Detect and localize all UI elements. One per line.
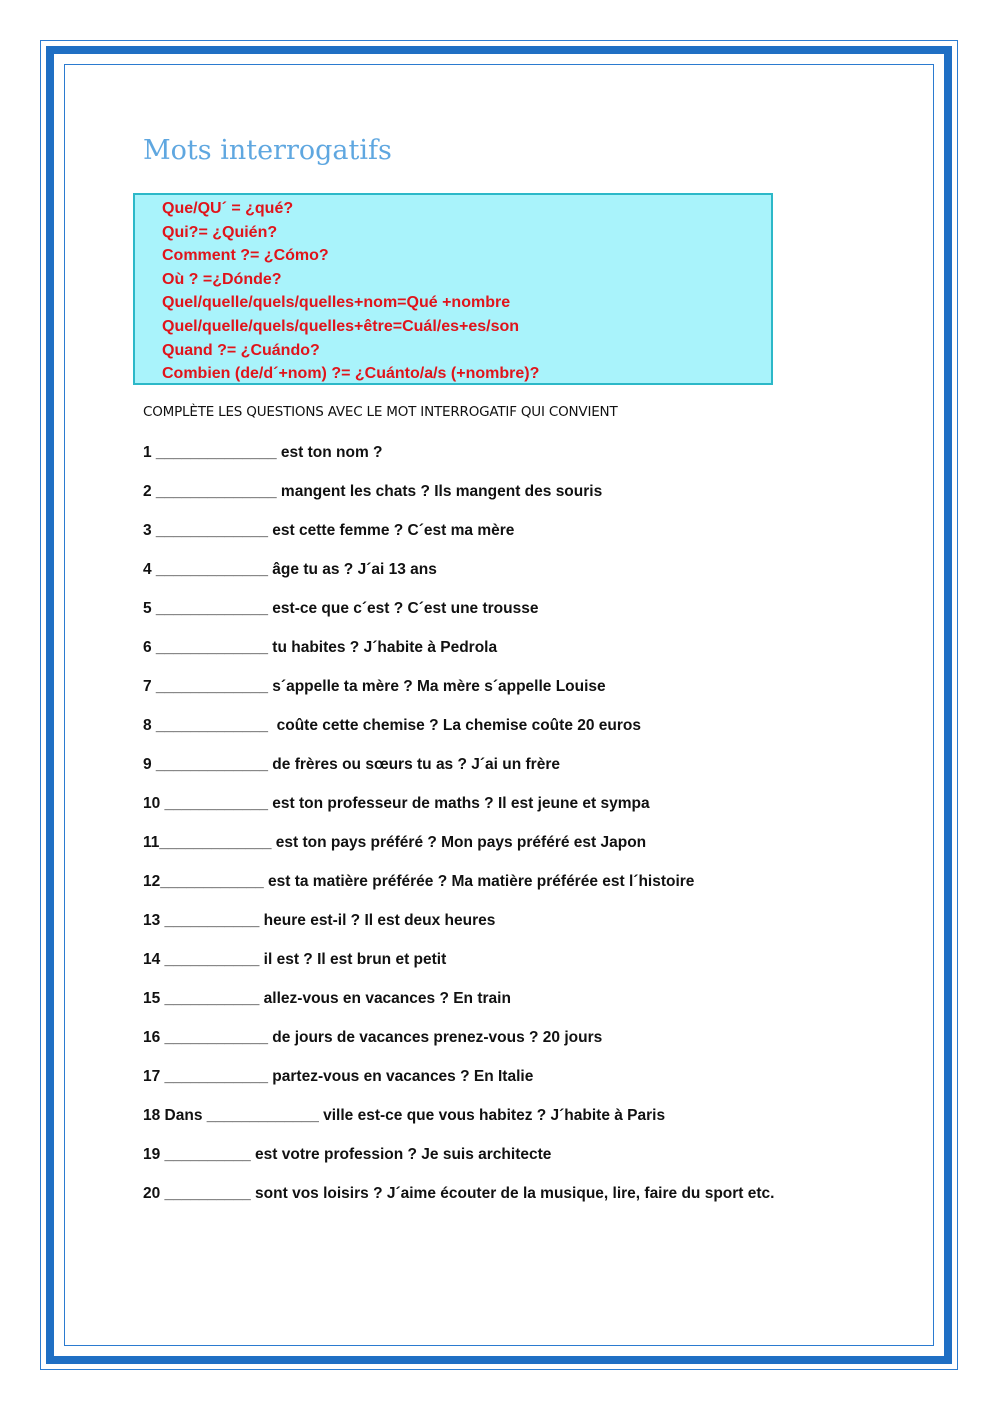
exercise-instruction: COMPLÈTE LES QUESTIONS AVEC LE MOT INTERROGATIF QUI CONVIENT — [143, 404, 618, 420]
question-item: 9 _____________ de frères ou sœurs tu as ? J´ai un frère — [143, 756, 560, 773]
vocabulary-line: Où ? =¿Dónde? — [162, 270, 282, 288]
vocabulary-line: Quel/quelle/quels/quelles+nom=Qué +nombre — [162, 294, 511, 312]
question-item: 4 _____________ âge tu as ? J´ai 13 ans — [143, 561, 437, 578]
question-item: 3 _____________ est cette femme ? C´est ma mère — [143, 522, 515, 539]
question-item: 17 ____________ partez-vous en vacances ? En Italie — [143, 1068, 534, 1085]
question-item: 10 ____________ est ton professeur de maths ? Il est jeune et sympa — [143, 795, 650, 812]
question-item: 18 Dans _____________ ville est-ce que vous habitez ? J´habite à Paris — [143, 1107, 666, 1124]
question-item: 13 ___________ heure est-il ? Il est deux heures — [143, 912, 496, 929]
question-item: 12____________ est ta matière préférée ? Ma matière préférée est l´histoire — [143, 873, 695, 890]
question-item: 19 __________ est votre profession ? Je suis architecte — [143, 1146, 552, 1163]
question-item: 14 ___________ il est ? Il est brun et petit — [143, 951, 447, 968]
vocabulary-line: Comment ?= ¿Cómo? — [162, 247, 329, 265]
vocabulary-line: Que/QU´ = ¿qué? — [162, 200, 294, 217]
vocabulary-line: Combien (de/d´+nom) ?= ¿Cuánto/a/s (+nombre)? — [162, 365, 540, 383]
question-item: 2 ______________ mangent les chats ? Ils mangent des souris — [143, 483, 603, 500]
question-item: 11_____________ est ton pays préféré ? Mon pays préféré est Japon — [143, 834, 647, 851]
question-item: 1 ______________ est ton nom ? — [143, 444, 383, 461]
question-item: 20 __________ sont vos loisirs ? J´aime écouter de la musique, lire, faire du sport etc. — [143, 1185, 775, 1202]
vocabulary-line: Quand ?= ¿Cuándo? — [162, 341, 320, 359]
question-item: 8 _____________ coûte cette chemise ? La chemise coûte 20 euros — [143, 717, 641, 734]
vocabulary-line: Quel/quelle/quels/quelles+être=Cuál/es+es/son — [162, 317, 520, 335]
question-item: 7 _____________ s´appelle ta mère ? Ma mère s´appelle Louise — [143, 678, 606, 695]
question-item: 5 _____________ est-ce que c´est ? C´est une trousse — [143, 600, 539, 617]
question-item: 15 ___________ allez-vous en vacances ? En train — [143, 990, 511, 1007]
vocabulary-line: Qui?= ¿Quién? — [162, 223, 278, 241]
question-list — [143, 443, 774, 1223]
page-title: Mots interrogatifs — [143, 135, 392, 166]
question-item: 6 _____________ tu habites ? J´habite à Pedrola — [143, 639, 498, 656]
question-item: 16 ____________ de jours de vacances prenez-vous ? 20 jours — [143, 1029, 603, 1046]
vocabulary-box — [133, 193, 773, 385]
